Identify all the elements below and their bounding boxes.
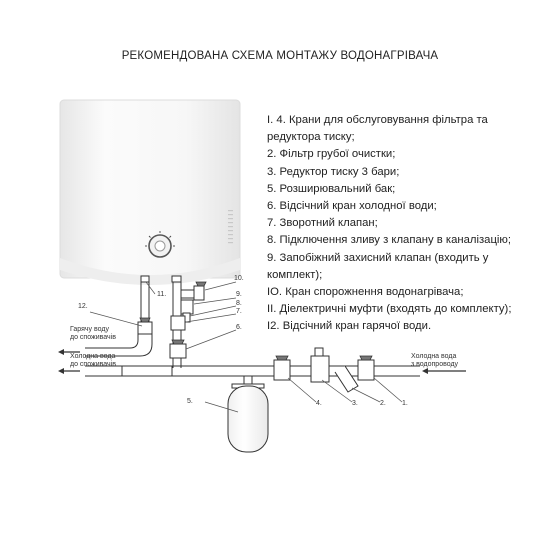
safety-valve-body — [181, 300, 193, 314]
expansion-tank-branch — [244, 376, 252, 384]
leader-12 — [90, 312, 142, 326]
cold-out-arrowhead-icon — [58, 368, 64, 374]
hot-water-label-line1: Гарячу воду — [70, 326, 109, 333]
valve-handle-icon — [196, 282, 206, 286]
number-10: 10. — [234, 275, 244, 282]
check-valve-body — [171, 316, 185, 330]
hot-shutoff-valve — [138, 322, 152, 334]
hot-pipe-vertical — [141, 282, 149, 322]
valve-handle-icon — [140, 318, 150, 322]
number-6: 6. — [236, 324, 242, 331]
cold-shutoff-valve — [170, 344, 186, 358]
legend-line: IO. Кран спорожнення водонагрівача; — [267, 286, 464, 299]
legend-line: 3. Редуктор тиску 3 бари; — [267, 165, 400, 178]
leader-1 — [374, 378, 402, 402]
number-4: 4. — [316, 400, 322, 407]
number-8: 8. — [236, 300, 242, 307]
legend-line: I2. Відсічний кран гарячої води. — [267, 320, 432, 333]
dielectric-coupling-hot — [141, 276, 149, 282]
valve-handle-icon — [172, 340, 184, 344]
hot-water-label-line2: до споживачів — [70, 334, 116, 341]
expansion-tank — [228, 386, 268, 452]
number-3: 3. — [352, 400, 358, 407]
drain-tap-body — [194, 286, 204, 300]
legend-line: комплект); — [267, 268, 323, 281]
cold-pipe-segment — [122, 366, 172, 376]
cold-in-label-line2: з водопроводу — [411, 361, 459, 368]
legend-line: I. 4. Крани для обслуговування фільтра та — [267, 114, 488, 126]
number-11: 11. — [157, 291, 167, 298]
number-2: 2. — [380, 400, 386, 407]
number-12: 12. — [78, 303, 88, 310]
page-title: РЕКОМЕНДОВАНА СХЕМА МОНТАЖУ ВОДОНАГРІВАЧА — [121, 50, 439, 62]
number-1: 1. — [402, 400, 408, 407]
thermostat-knob-center — [155, 241, 165, 251]
cold-out-label-line2: до споживачів — [70, 361, 116, 368]
legend-line: 8. Підключення зливу з клапану в каналізацію; — [267, 234, 512, 247]
water-heater — [60, 100, 240, 285]
leader-6 — [186, 330, 236, 349]
filter-body — [335, 366, 358, 392]
service-valve-1 — [358, 360, 374, 380]
pressure-reducer-gauge — [315, 348, 323, 356]
hot-out-arrowhead-icon — [58, 349, 64, 355]
number-7: 7. — [236, 308, 242, 315]
flow-labels — [70, 326, 459, 368]
flow-arrows — [58, 349, 466, 374]
service-valve-4 — [274, 360, 290, 380]
legend-line: редуктора тиску; — [267, 131, 355, 144]
leader-10 — [205, 282, 236, 290]
pressure-reducer-body — [311, 356, 329, 382]
cold-out-label-line1: Холодна вода — [70, 353, 116, 360]
dielectric-coupling-cold — [172, 276, 181, 282]
legend-line: 5. Розширювальний бак; — [267, 182, 396, 195]
cold-in-arrowhead-icon — [422, 368, 428, 374]
legend-line: 2. Фільтр грубої очистки; — [267, 148, 396, 161]
number-9: 9. — [236, 291, 242, 298]
water-heater-vent — [228, 210, 233, 243]
leader-8 — [190, 306, 236, 316]
legend-line: II. Діелектричні муфти (входять до комплекту); — [267, 303, 512, 316]
valve-handle-icon — [360, 356, 372, 360]
cold-in-label-line1: Холодна вода — [411, 353, 457, 360]
piping — [85, 276, 420, 392]
valve-handle-icon — [276, 356, 288, 360]
legend-line: 6. Відсічний кран холодної води; — [267, 200, 437, 213]
number-5: 5. — [187, 398, 193, 405]
legend-line: 9. Запобіжний захисний клапан (входить у — [267, 251, 489, 264]
legend-line: 7. Зворотний клапан; — [267, 217, 378, 230]
